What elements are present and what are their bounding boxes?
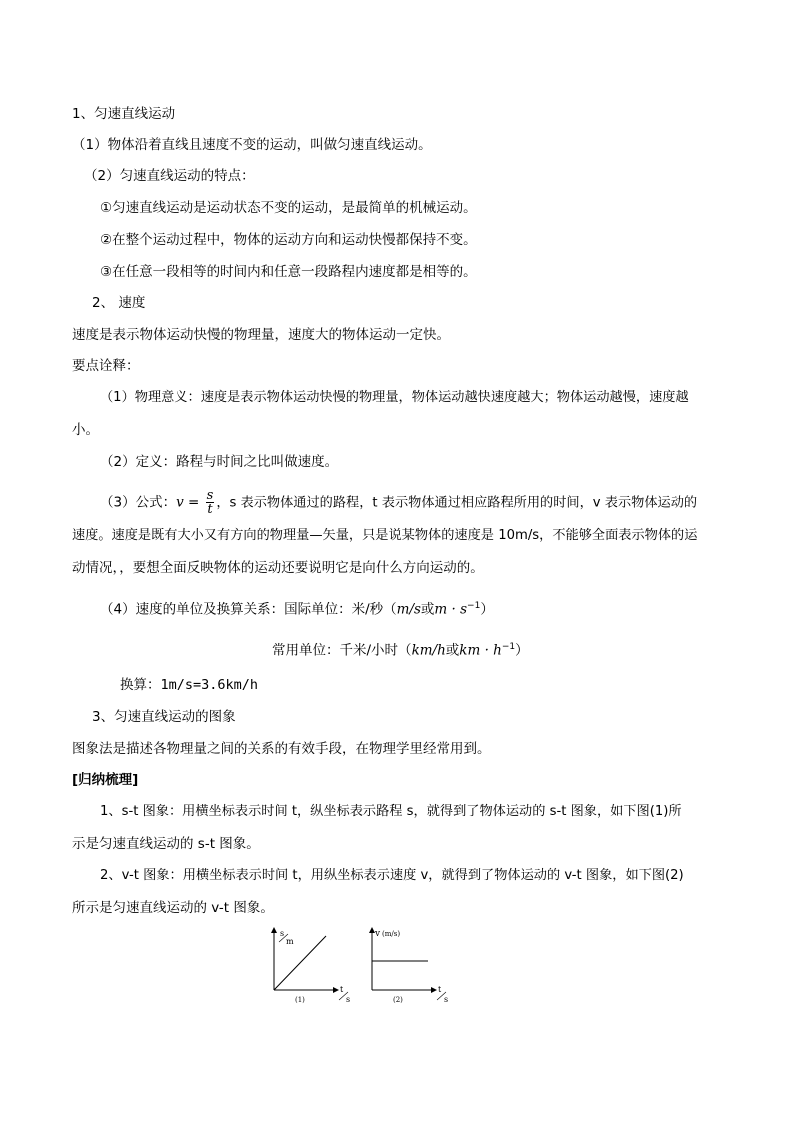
x-label-den: s (346, 995, 351, 1004)
y-label: v (375, 929, 381, 939)
x-label-num: t (340, 985, 344, 994)
st-line (274, 936, 326, 990)
unit-ms-exp: m · s (434, 601, 468, 618)
units-end: ） (480, 601, 494, 618)
unit-or: 或 (420, 601, 435, 618)
conversion-label: 换算： (120, 677, 161, 693)
y-label-den: m (286, 937, 294, 946)
unit-exponent: −1 (467, 601, 481, 611)
formula-eq: = (183, 494, 204, 511)
fraction-denominator: t (207, 502, 213, 517)
unit-or: 或 (445, 642, 460, 659)
conversion-value: 1m/s=3.6km/h (160, 677, 259, 693)
formula-prefix: （3）公式： (100, 494, 177, 511)
formula-rest: ，s 表示物体通过的路程，t 表示物体通过相应路程所用的时间，v 表示物体运动的 (216, 495, 698, 511)
y-label-num: s (280, 929, 285, 938)
common-prefix: 常用单位：千米/小时（ (272, 642, 412, 659)
paragraph: 1、s-t 图象：用横坐标表示时间 t，纵坐标表示路程 s，就得到了物体运动的 s-t 图象，如下图(1)所 (100, 804, 682, 819)
y-unit: (m/s) (382, 930, 401, 938)
figure-caption: (2) (393, 996, 403, 1004)
fraction-numerator: s (206, 488, 214, 503)
unit-exponent: −1 (501, 642, 516, 652)
paragraph: 动情况，，要想全面反映物体的运动还要说明它是向什么方向运动的。 (72, 560, 484, 576)
figure-st-graph (264, 924, 358, 1008)
paragraph: （1）物理意义：速度是表示物体运动快慢的物理量，物体运动越快速度越大；物体运动越慢，速度越 (100, 390, 689, 405)
paragraph: （1）物体沿着直线且速度不变的运动，叫做匀速直线运动。 (72, 137, 432, 153)
paragraph: 小。 (72, 422, 99, 438)
list-item: ③在任意一段相等的时间内和任意一段路程内速度都是相等的。 (100, 264, 477, 280)
paragraph: 要点诠释： (72, 358, 140, 374)
paragraph: （2）定义：路程与时间之比叫做速度。 (100, 454, 339, 470)
x-label-num: t (438, 985, 442, 994)
formula-v: v (176, 494, 184, 511)
units-prefix: （4）速度的单位及换算关系：国际单位：米/秒（ (100, 601, 397, 618)
paragraph: 所示是匀速直线运动的 v-t 图象。 (72, 900, 274, 916)
list-item: ①匀速直线运动是运动状态不变的运动，是最简单的机械运动。 (100, 200, 477, 216)
unit-ms: m/s (396, 601, 421, 618)
paragraph: （2）匀速直线运动的特点： (84, 168, 255, 184)
unit-kmh-exp: km · h (459, 642, 502, 659)
common-end: ） (515, 642, 529, 659)
common-units-line (272, 637, 529, 661)
section3-heading: 3、匀速直线运动的图象 (92, 709, 236, 725)
paragraph: 示是匀速直线运动的 s-t 图象。 (72, 836, 260, 852)
conversion-line (120, 675, 258, 695)
unit-kmh: km/h (411, 642, 446, 659)
x-label-den: s (444, 995, 449, 1004)
section2-heading: 2、 速度 (92, 295, 146, 311)
paragraph: 速度是表示物体运动快慢的物理量，速度大的物体运动一定快。 (72, 327, 450, 343)
units-line (100, 596, 494, 620)
section1-heading: 1、匀速直线运动 (72, 106, 176, 122)
paragraph: 2、v-t 图象：用横坐标表示时间 t，用纵坐标表示速度 v，就得到了物体运动的 v-t 图象，如下图(2) (100, 868, 684, 883)
summary-heading: [归纳梳理] (72, 772, 139, 788)
formula-fraction (206, 489, 215, 516)
figure-vt-graph (362, 924, 456, 1008)
paragraph: 图象法是描述各物理量之间的关系的有效手段，在物理学里经常用到。 (72, 741, 491, 757)
formula-line (100, 489, 697, 516)
list-item: ②在整个运动过程中，物体的运动方向和运动快慢都保持不变。 (100, 232, 477, 248)
paragraph: 速度。速度是既有大小又有方向的物理量—矢量，只是说某物体的速度是 10m/s，不能够全面表示物体的运 (72, 528, 698, 543)
figure-caption: (1) (295, 996, 305, 1004)
